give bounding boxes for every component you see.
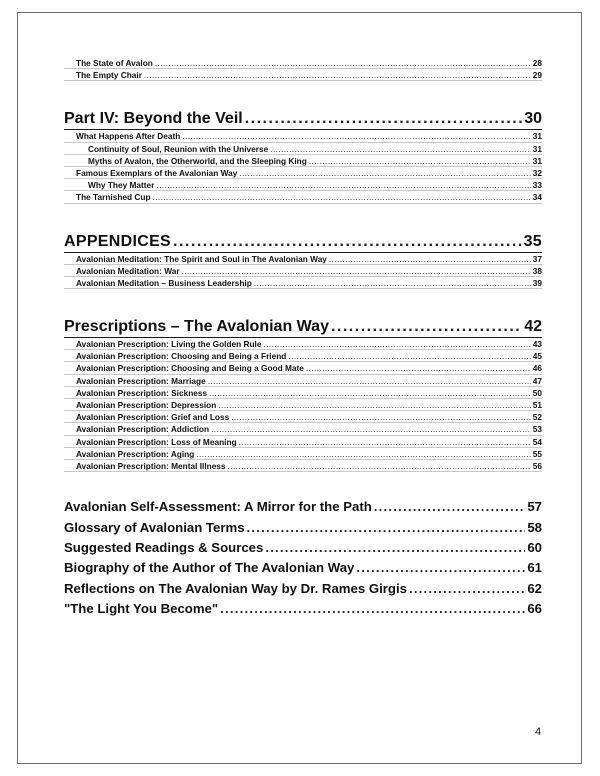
toc-entry[interactable] bbox=[64, 265, 542, 277]
toc-major-title: Suggested Readings & Sources bbox=[64, 539, 264, 555]
toc-major-page: 58 bbox=[527, 519, 542, 535]
toc-entry-page: 32 bbox=[532, 167, 542, 178]
toc-entry-page: 33 bbox=[532, 180, 542, 191]
toc-entry-title: Avalonian Prescription: Sickness bbox=[76, 387, 208, 398]
dot-leader bbox=[329, 253, 531, 265]
toc-subentry[interactable] bbox=[64, 143, 542, 155]
toc-entry[interactable] bbox=[64, 57, 542, 69]
toc-entry-title: Avalonian Meditation: The Spirit and Soul in The Avalonian Way bbox=[76, 253, 327, 264]
toc-entry[interactable] bbox=[64, 399, 542, 411]
dot-leader bbox=[247, 518, 526, 538]
part-heading-page: 35 bbox=[523, 232, 542, 250]
part-heading-part-iv[interactable] bbox=[64, 108, 542, 130]
dot-leader bbox=[209, 387, 531, 399]
toc-entry-title: Avalonian Prescription: Aging bbox=[76, 448, 195, 459]
dot-leader bbox=[374, 497, 526, 517]
toc-entry-title: Avalonian Prescription: Marriage bbox=[76, 375, 206, 386]
toc-entry-title: Famous Exemplars of the Avalonian Way bbox=[76, 167, 238, 178]
dot-leader bbox=[220, 599, 525, 619]
toc-major-title: Biography of the Author of The Avalonian Way bbox=[64, 560, 355, 576]
dot-leader bbox=[306, 362, 531, 374]
toc-entry-page: 39 bbox=[532, 277, 542, 288]
toc-entry-title: Avalonian Prescription: Living the Golden Rule bbox=[76, 339, 262, 350]
toc-entry-title: Myths of Avalon, the Otherworld, and the Sleeping King bbox=[88, 155, 307, 166]
dot-leader bbox=[356, 558, 525, 578]
dot-leader bbox=[265, 538, 525, 558]
dot-leader bbox=[211, 423, 531, 435]
toc-entry[interactable] bbox=[64, 423, 542, 435]
toc-entry-title: Avalonian Prescription: Choosing and Being a Friend bbox=[76, 351, 287, 362]
dot-leader bbox=[254, 277, 531, 289]
toc-entry-page: 51 bbox=[532, 400, 542, 410]
part-heading-page: 42 bbox=[524, 318, 542, 336]
dot-leader bbox=[245, 108, 522, 130]
toc-entry-page: 43 bbox=[532, 339, 542, 350]
toc-entry[interactable] bbox=[64, 448, 542, 460]
toc-entry-title: Why They Matter bbox=[88, 180, 155, 191]
toc-major-entry[interactable] bbox=[64, 579, 542, 599]
toc-major-page: 66 bbox=[527, 601, 542, 617]
dot-leader bbox=[182, 265, 531, 277]
toc-entry-page: 37 bbox=[532, 253, 542, 264]
toc-major-page: 57 bbox=[527, 499, 542, 515]
toc-entry-title: Avalonian Prescription: Addiction bbox=[76, 424, 210, 435]
toc-entry-page: 31 bbox=[532, 131, 542, 142]
toc-major-entry[interactable] bbox=[64, 538, 542, 558]
toc-major-title: Glossary of Avalonian Terms bbox=[64, 519, 245, 535]
toc-entry-title: The Empty Chair bbox=[76, 70, 142, 81]
toc-entry-page: 53 bbox=[532, 424, 542, 435]
toc-entry-title: Avalonian Prescription: Loss of Meaning bbox=[76, 436, 237, 447]
toc-entry-page: 56 bbox=[532, 460, 542, 471]
toc-entry[interactable] bbox=[64, 460, 542, 472]
toc-major-entry[interactable] bbox=[64, 558, 542, 578]
dot-leader bbox=[288, 350, 530, 362]
dot-leader bbox=[155, 57, 531, 69]
toc-entry[interactable] bbox=[64, 375, 542, 387]
toc-entry-page: 34 bbox=[532, 192, 542, 203]
toc-entry[interactable] bbox=[64, 130, 542, 142]
toc-major-title: Reflections on The Avalonian Way by Dr. Rames Girgis bbox=[64, 580, 407, 596]
toc-major-page: 62 bbox=[527, 580, 542, 596]
dot-leader bbox=[239, 436, 531, 448]
toc-entry-page: 55 bbox=[532, 448, 542, 459]
toc-major-page: 60 bbox=[527, 539, 542, 555]
toc-entry-page: 29 bbox=[532, 70, 542, 81]
toc-major-page: 61 bbox=[527, 560, 542, 576]
toc-entry-title: The Tarnished Cup bbox=[76, 192, 151, 203]
dot-leader bbox=[409, 579, 525, 599]
dot-leader bbox=[228, 460, 531, 472]
part-heading-title: APPENDICES bbox=[64, 232, 172, 250]
toc-entry-page: 50 bbox=[532, 387, 542, 398]
dot-leader bbox=[218, 399, 530, 411]
toc-entry[interactable] bbox=[64, 436, 542, 448]
dot-leader bbox=[156, 179, 530, 191]
toc-entry[interactable] bbox=[64, 387, 542, 399]
toc-entry[interactable] bbox=[64, 69, 542, 81]
toc-entry-title: Avalonian Meditation: War bbox=[76, 265, 180, 276]
toc-entry-title: Avalonian Prescription: Choosing and Being a Good Mate bbox=[76, 363, 304, 374]
toc-entry[interactable] bbox=[64, 253, 542, 265]
toc-entry-page: 54 bbox=[532, 436, 542, 447]
toc-entry-page: 46 bbox=[532, 363, 542, 374]
part-heading-title: Part IV: Beyond the Veil bbox=[64, 110, 243, 128]
toc-entry-title: Continuity of Soul, Reunion with the Universe bbox=[88, 143, 269, 154]
dot-leader bbox=[263, 338, 530, 350]
dot-leader bbox=[331, 316, 522, 338]
table-of-contents bbox=[64, 57, 542, 619]
toc-subentry[interactable] bbox=[64, 155, 542, 167]
toc-entry-page: 47 bbox=[532, 375, 542, 386]
toc-entry-title: Avalonian Prescription: Grief and Loss bbox=[76, 412, 230, 423]
toc-entry[interactable] bbox=[64, 191, 542, 203]
toc-entry-title: What Happens After Death bbox=[76, 131, 181, 142]
toc-entry[interactable] bbox=[64, 411, 542, 423]
dot-leader bbox=[182, 130, 530, 142]
toc-entry-title: Avalonian Meditation – Business Leadership bbox=[76, 277, 252, 288]
page-number: 4 bbox=[535, 726, 542, 738]
toc-entry[interactable] bbox=[64, 350, 542, 362]
part-heading-page: 30 bbox=[524, 110, 542, 128]
toc-entry-title: Avalonian Prescription: Depression bbox=[76, 400, 217, 410]
toc-entry-title: The State of Avalon bbox=[76, 58, 153, 68]
toc-major-title: "The Light You Become" bbox=[64, 601, 219, 617]
toc-entry[interactable] bbox=[64, 362, 542, 374]
dot-leader bbox=[208, 375, 531, 387]
dot-leader bbox=[231, 411, 531, 423]
dot-leader bbox=[173, 231, 522, 253]
toc-entry-page: 52 bbox=[532, 412, 542, 423]
toc-entry-page: 31 bbox=[532, 143, 542, 154]
dot-leader bbox=[239, 167, 530, 179]
toc-entry-title: Avalonian Prescription: Mental Illness bbox=[76, 460, 226, 471]
toc-major-entry[interactable] bbox=[64, 497, 542, 517]
dot-leader bbox=[144, 69, 531, 81]
dot-leader bbox=[153, 191, 531, 203]
toc-major-entry[interactable] bbox=[64, 518, 542, 538]
toc-entry[interactable] bbox=[64, 167, 542, 179]
toc-major-title: Avalonian Self-Assessment: A Mirror for the Path bbox=[64, 499, 372, 515]
toc-entry[interactable] bbox=[64, 277, 542, 289]
toc-entry-page: 31 bbox=[532, 155, 542, 166]
part-heading-title: Prescriptions – The Avalonian Way bbox=[64, 318, 329, 336]
toc-subentry[interactable] bbox=[64, 179, 542, 191]
part-heading-prescriptions[interactable] bbox=[64, 316, 542, 338]
dot-leader bbox=[196, 448, 530, 460]
dot-leader bbox=[270, 143, 531, 155]
toc-entry-page: 38 bbox=[532, 265, 542, 276]
dot-leader bbox=[309, 155, 531, 167]
toc-entry-page: 45 bbox=[532, 351, 542, 362]
toc-major-entry[interactable] bbox=[64, 599, 542, 619]
toc-entry[interactable] bbox=[64, 338, 542, 350]
toc-entry-page: 28 bbox=[532, 58, 542, 68]
part-heading-appendices[interactable] bbox=[64, 231, 542, 253]
